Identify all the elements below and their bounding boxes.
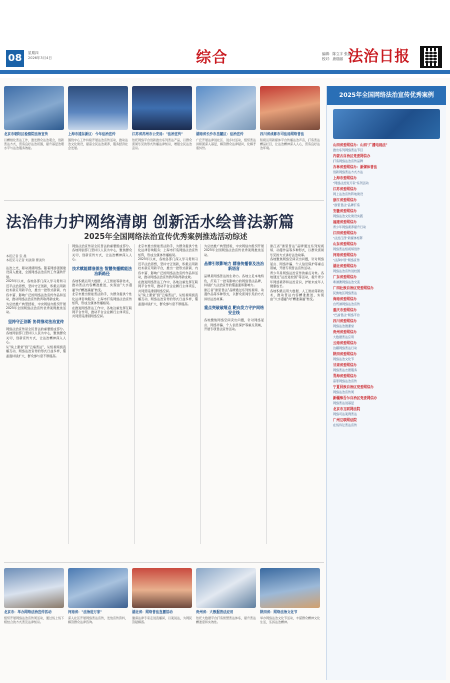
- case-title: 河南省委网信办: [333, 253, 357, 257]
- article-column: [72, 244, 132, 544]
- case-title: 重庆市委网信办: [333, 308, 357, 312]
- article-subheading: 品牌引领影响力 精准传播普及法治新语言: [204, 261, 264, 272]
- article-paragraph: 法治之光，驱动清朗网络。随着网络强国建设深入推进，全国网络法治宣传工作蓬勃开展。: [6, 265, 66, 279]
- photo-card: [132, 568, 192, 680]
- case-description: 网上法治宣传阵地建设: [333, 191, 364, 196]
- case-description: 网络普法志愿服务: [333, 367, 358, 372]
- masthead: [0, 0, 450, 78]
- article-paragraph: 浙江省"浙里普法"品牌通过系列短视频、动漫作品等多种形式，以群众喜闻乐见的方式讲好法治故事。: [204, 287, 264, 301]
- photo-card: [196, 86, 256, 198]
- case-description: 自贸港网络法治宣传: [333, 301, 361, 306]
- photo-card: [68, 86, 128, 198]
- headline: 法治伟力护网络清朗 创新活水绘普法新篇: [6, 213, 295, 231]
- case-list-item: [333, 286, 440, 295]
- case-list-item: [333, 187, 440, 196]
- section-title: 综合: [196, 48, 229, 66]
- photo-caption: 湖南省长沙市岳麓区：法治宣传: [196, 132, 244, 136]
- issue-date: 2026年3月4日: [28, 56, 52, 60]
- paper-logo: 法治日报: [348, 47, 411, 65]
- photo-image: [4, 86, 64, 130]
- case-description: 打造网络法治宣传品牌: [333, 158, 364, 163]
- sidebar-title: 2025年全国网络法治宣传优秀案例: [327, 86, 446, 105]
- section-rule: [0, 70, 450, 74]
- case-description: 大数据普法应用: [333, 334, 355, 339]
- case-title: 江苏省委网信办: [333, 187, 357, 191]
- case-description: "网络法治进万家"系列活动: [333, 180, 369, 185]
- article-paragraph: 网络法治宣传是全民普法的重要组成部分。各地网信部门坚持以人民为中心，聚焦群众关切，创新宣传方式，让法治精神深入人心。: [6, 326, 66, 345]
- case-title: 海南省委网信办: [333, 297, 357, 301]
- case-list-item: [333, 264, 440, 273]
- case-list-item: [333, 231, 440, 240]
- case-list-item: [333, 220, 440, 229]
- case-title: 湖北省委网信办: [333, 264, 357, 268]
- case-title: 上海市委网信办: [333, 176, 357, 180]
- case-description: "浙里普法"品牌打造: [333, 202, 360, 207]
- case-description: 粤港澳网络法治交流: [333, 279, 361, 284]
- photo-body: 依托网络平台创新推出系列普法产品，以群众喜闻乐见的形式传播法律知识，增强全民法治意识。: [132, 137, 193, 151]
- article-paragraph: 北京市推出智能普法助手，为群众提供个性化法律咨询服务；上海市打造网络法治宣传矩阵，形成全媒体传播格局。: [138, 244, 198, 257]
- case-list-item: [333, 275, 440, 284]
- case-list-item: [333, 253, 440, 262]
- article-column: [6, 254, 66, 544]
- qr-code-icon: [420, 46, 442, 68]
- article-paragraph: 各地聚焦网络空间突出问题，针对网络谣言、网络诈骗、个人信息保护等重点领域，开展专项普法宣传活动。: [270, 257, 324, 271]
- case-description: 网络法治宣传进校园: [333, 268, 361, 273]
- case-description: "法润中原"网络宣传: [333, 257, 360, 262]
- case-list-item: [333, 297, 440, 306]
- case-title: 安徽省委网信办: [333, 209, 357, 213]
- case-title: 宁夏回族自治区党委网信办: [333, 385, 374, 389]
- case-description: "巴渝普法"网络平台: [333, 312, 360, 317]
- divider: [4, 562, 324, 563]
- case-description: 网络司法案例普法: [333, 411, 358, 416]
- article-paragraph: 网络法治宣传是全民普法的重要组成部分。各地网信部门坚持以人民为中心，聚焦群众关切，创新宣传方式，让法治精神深入人心。: [72, 244, 132, 262]
- case-description: 网络法治微课堂: [333, 323, 355, 328]
- photo-card: [132, 86, 192, 198]
- case-title: 福建省委网信办: [333, 220, 357, 224]
- photo-body: 深入社区开展网络普法宣传，发放宣传资料，解答群众法律咨询。: [68, 615, 129, 624]
- case-description: 网络普法短视频创作: [333, 246, 361, 251]
- column-rule: [266, 244, 267, 544]
- photo-caption: 河南省："法治进万家": [68, 610, 103, 614]
- article-column: [138, 244, 198, 544]
- photo-caption: 陕西省：网络法治文化节: [260, 610, 298, 614]
- byline: 本报记者 张 晨: [6, 254, 27, 258]
- case-description: 网络法治宣传周: [333, 389, 355, 394]
- case-title: 云南省委网信办: [333, 341, 357, 345]
- article-paragraph: 2025年以来，各地各部门深入学习贯彻习近平法治思想，坚持守正创新，积极运用新技术新应用新平台，推出一批形式新颖、内容丰富、影响广泛的网络法治宣传作品和活动，推动网络法治宣传教育取得新成效。: [6, 279, 66, 302]
- photo-card: [260, 86, 320, 198]
- case-list-item: [333, 198, 440, 207]
- column-rule: [68, 244, 69, 544]
- case-title: 吉林省委网信办：新媒体普法: [333, 165, 378, 169]
- photo-image: [68, 568, 128, 608]
- case-list-item: [333, 242, 440, 251]
- article-paragraph: 在推进网络普法工作中，各地注重发挥互联网平台作用，推动平台企业履行主体责任，共同营造清朗网络空间。: [72, 305, 132, 319]
- article-column: [270, 244, 324, 544]
- case-description: 青少年网络素养提升行动: [333, 224, 367, 229]
- case-title: 浙江省委网信办: [333, 198, 357, 202]
- case-title: 青海省委网信办: [333, 374, 357, 378]
- proofreader-line: 校对：唐瑞丽: [322, 57, 343, 61]
- case-title: 四川省委网信办: [333, 319, 357, 323]
- case-description: 在线诉讼普法宣传: [333, 422, 358, 427]
- case-description: 推出系列网络普法节目: [333, 147, 364, 152]
- photo-card: [4, 86, 64, 198]
- case-title: 广州互联网法院: [333, 418, 357, 422]
- bottom-photo-row: [4, 568, 324, 680]
- photo-caption: 江苏省苏州市公安局："法治宣传": [132, 132, 184, 136]
- case-description: 网络法治文化节: [333, 356, 355, 361]
- column-rule: [134, 244, 135, 544]
- case-list-item: [333, 176, 440, 185]
- photo-image: [196, 568, 256, 608]
- article-paragraph: 青少年是网络法治宣传的重点对象。各地通过"法治进校园"等活动，提升青少年网络素养和法治意识，护航未成年人健康成长。: [270, 270, 324, 289]
- weekday: 星期四: [28, 51, 39, 55]
- article-paragraph: 从"线上课堂"到"云端普法"，从短视频到直播互动，网络法治宣传的形式日益多样，覆盖面持续扩大，群众参与度不断提高。: [138, 292, 198, 306]
- case-title: 广西壮族自治区党委网信办: [333, 286, 374, 290]
- case-title: 江西省委网信办: [333, 231, 357, 235]
- article-paragraph: 在推进网络普法工作中，各地注重发挥互联网平台作用，推动平台企业履行主体责任，共同营造清朗网络空间。: [138, 279, 198, 293]
- case-title: 内蒙古自治区党委网信办: [333, 154, 371, 158]
- case-list-item: [333, 308, 440, 317]
- case-title: 贵州省委网信办: [333, 330, 357, 334]
- article-paragraph: 各地积极运用大数据、人工智能等新技术，推动普法内容精准推送，实现由"大水漫灌"向"精准滴灌"转变。: [72, 278, 132, 292]
- article-column: [204, 244, 264, 544]
- article-paragraph: 为总结推广典型经验，中央网信办组织开展2025年全国网络法治宣传优秀案例推选活动。: [6, 301, 66, 315]
- case-list-item: [333, 319, 440, 328]
- article-paragraph: 各地积极运用大数据、人工智能等新技术，推动普法内容精准推送，实现由"大水漫灌"向"精准滴灌"转变。: [270, 288, 324, 302]
- photo-body: 邀请法律专家走进直播间，以案说法，为网民答疑解惑。: [132, 615, 193, 624]
- case-title: 新疆维吾尔自治区党委网信办: [333, 396, 378, 400]
- editor-credits: [322, 52, 351, 62]
- article-paragraph: 浙江省"浙里普法"品牌通过系列短视频、动漫作品等多种形式，以群众喜闻乐见的方式讲好法治故事。: [270, 244, 324, 257]
- page-number: 08: [6, 50, 24, 67]
- sidebar-photo: [333, 109, 440, 139]
- article-paragraph: 为总结推广典型经验，中央网信办组织开展2025年全国网络法治宣传优秀案例推选活动。: [204, 244, 264, 257]
- photo-image: [68, 86, 128, 130]
- photo-caption: 北京市：举办网络法治宣传活动: [4, 610, 52, 614]
- photo-body: 围绕中心工作持续开展法治宣传活动，推动法治文化建设，提高全民法治素养，服务经济社会发展。: [68, 137, 129, 151]
- case-title: 山东省委网信办: [333, 242, 357, 246]
- article-subheading: 重点突破破堵点 靶向发力守护网络安全线: [204, 305, 264, 316]
- case-title: 北京市互联网法院: [333, 407, 361, 411]
- photo-caption: 湖北省：网络普法直播活动: [132, 610, 173, 614]
- case-list-item: [333, 154, 440, 163]
- case-list-item: [333, 165, 440, 174]
- case-description: 网络法治文化建设实践: [333, 213, 364, 218]
- case-description: 高原网络法治宣传: [333, 378, 358, 383]
- photo-image: [260, 86, 320, 130]
- photo-card: [260, 568, 320, 680]
- case-description: 民族地区网络普法: [333, 290, 358, 295]
- photo-card: [4, 568, 64, 680]
- photo-card: [68, 568, 128, 680]
- photo-image: [260, 568, 320, 608]
- case-list-item: [333, 418, 440, 427]
- byline: 本报见习记者 刘美锦 曹美伶: [6, 258, 46, 263]
- article-subheading: 坚持守正创新 协同推动法治宣传: [8, 318, 64, 324]
- case-title: 广东省委网信办: [333, 275, 357, 279]
- column-rule: [200, 244, 201, 544]
- subheadline: 2025年全国网络法治宣传优秀案例推选活动综述: [84, 232, 248, 241]
- article-paragraph: 从"线上课堂"到"云端普法"，从短视频到直播互动，网络法治宣传的形式日益多样，覆盖面持续扩大，群众参与度不断提高。: [6, 344, 66, 358]
- case-list-item: [333, 396, 440, 405]
- photo-caption: 贵州省：大数据普法应用: [196, 610, 234, 614]
- article-paragraph: 品牌是网络普法的生命力。各地立足本地特色，打造了一批有影响力的网络普法品牌，持续扩大法治宣传的覆盖面和影响力。: [204, 274, 264, 288]
- case-list-item: [333, 352, 440, 361]
- photo-body: 组织开展网络法治宣传周活动，通过线上线下相结合的方式普及法律知识。: [4, 615, 65, 624]
- photo-body: 以精细化普法工作，激发群众法治观念，创新普法方式，营造良好法治氛围，提升基层治理水平与法治服务效能。: [4, 137, 65, 151]
- case-list-item: [333, 341, 440, 350]
- article-paragraph: 北京市推出智能普法助手，为群众提供个性化法律咨询服务；上海市打造网络法治宣传矩阵，形成全媒体传播格局。: [72, 292, 132, 306]
- editor-line: 编辑：陈立宇 张晶: [322, 52, 352, 56]
- article-paragraph: 各地聚焦网络空间突出问题，针对网络谣言、网络诈骗、个人信息保护等重点领域，开展专项普法宣传活动。: [204, 318, 264, 331]
- case-list-item: [333, 143, 440, 152]
- case-list-item: [333, 385, 440, 394]
- case-list-sidebar: [326, 86, 446, 680]
- case-list-item: [333, 374, 440, 383]
- photo-body: 依托大数据平台打造智慧普法体系，提升普法精准度和实效性。: [196, 615, 257, 624]
- photo-card: [196, 568, 256, 680]
- photo-image: [196, 86, 256, 130]
- case-list-item: [333, 407, 440, 416]
- case-description: 网络普法进基层: [333, 400, 355, 405]
- case-description: "法治江西"新媒体矩阵: [333, 235, 363, 240]
- issue-meta: [28, 51, 52, 61]
- case-list-item: [333, 330, 440, 339]
- photo-body: 广泛开展法律进社区、进乡村活动，组织普法讲师团深入基层，解答群众法律疑问，化解矛盾纠纷。: [196, 137, 257, 151]
- article-subheading: 技术赋能精准普法 智慧传播赋能法治新路径: [72, 265, 132, 276]
- photo-image: [132, 86, 192, 130]
- case-title: 山西省委网信办：山西"广播电视法": [333, 143, 388, 147]
- case-list-item: [333, 363, 440, 372]
- case-description: 边疆网络普法行动: [333, 345, 358, 350]
- article-paragraph: 2025年以来，各地各部门深入学习贯彻习近平法治思想，坚持守正创新，积极运用新技术新应用新平台，推出一批形式新颖、内容丰富、影响广泛的网络法治宣传作品和活动，推动网络法治宣传教育取得新成效。: [138, 257, 198, 280]
- photo-caption: 四川省成都市司法局网络普法: [260, 132, 305, 136]
- photo-caption: 北京市朝阳区检察院法治宣传: [4, 132, 49, 136]
- case-description: 创新网络普法方式方法: [333, 169, 364, 174]
- top-photo-row: [4, 86, 324, 198]
- case-list-item: [333, 209, 440, 218]
- photo-image: [4, 568, 64, 608]
- case-list: [327, 143, 446, 427]
- photo-image: [132, 568, 192, 608]
- photo-body: 举办网络法治文化节活动，丰富群众精神文化生活，弘扬法治精神。: [260, 615, 321, 624]
- case-title: 陕西省委网信办: [333, 352, 357, 356]
- photo-body: 积极运用新媒体平台传播法治声音，打造普法精品栏目，让法治精神深入人心，营造良好法治环境。: [260, 137, 321, 151]
- case-title: 甘肃省委网信办: [333, 363, 357, 367]
- photo-caption: 上海市浦东新区：今年法治宣传: [68, 132, 116, 136]
- divider: [4, 200, 324, 201]
